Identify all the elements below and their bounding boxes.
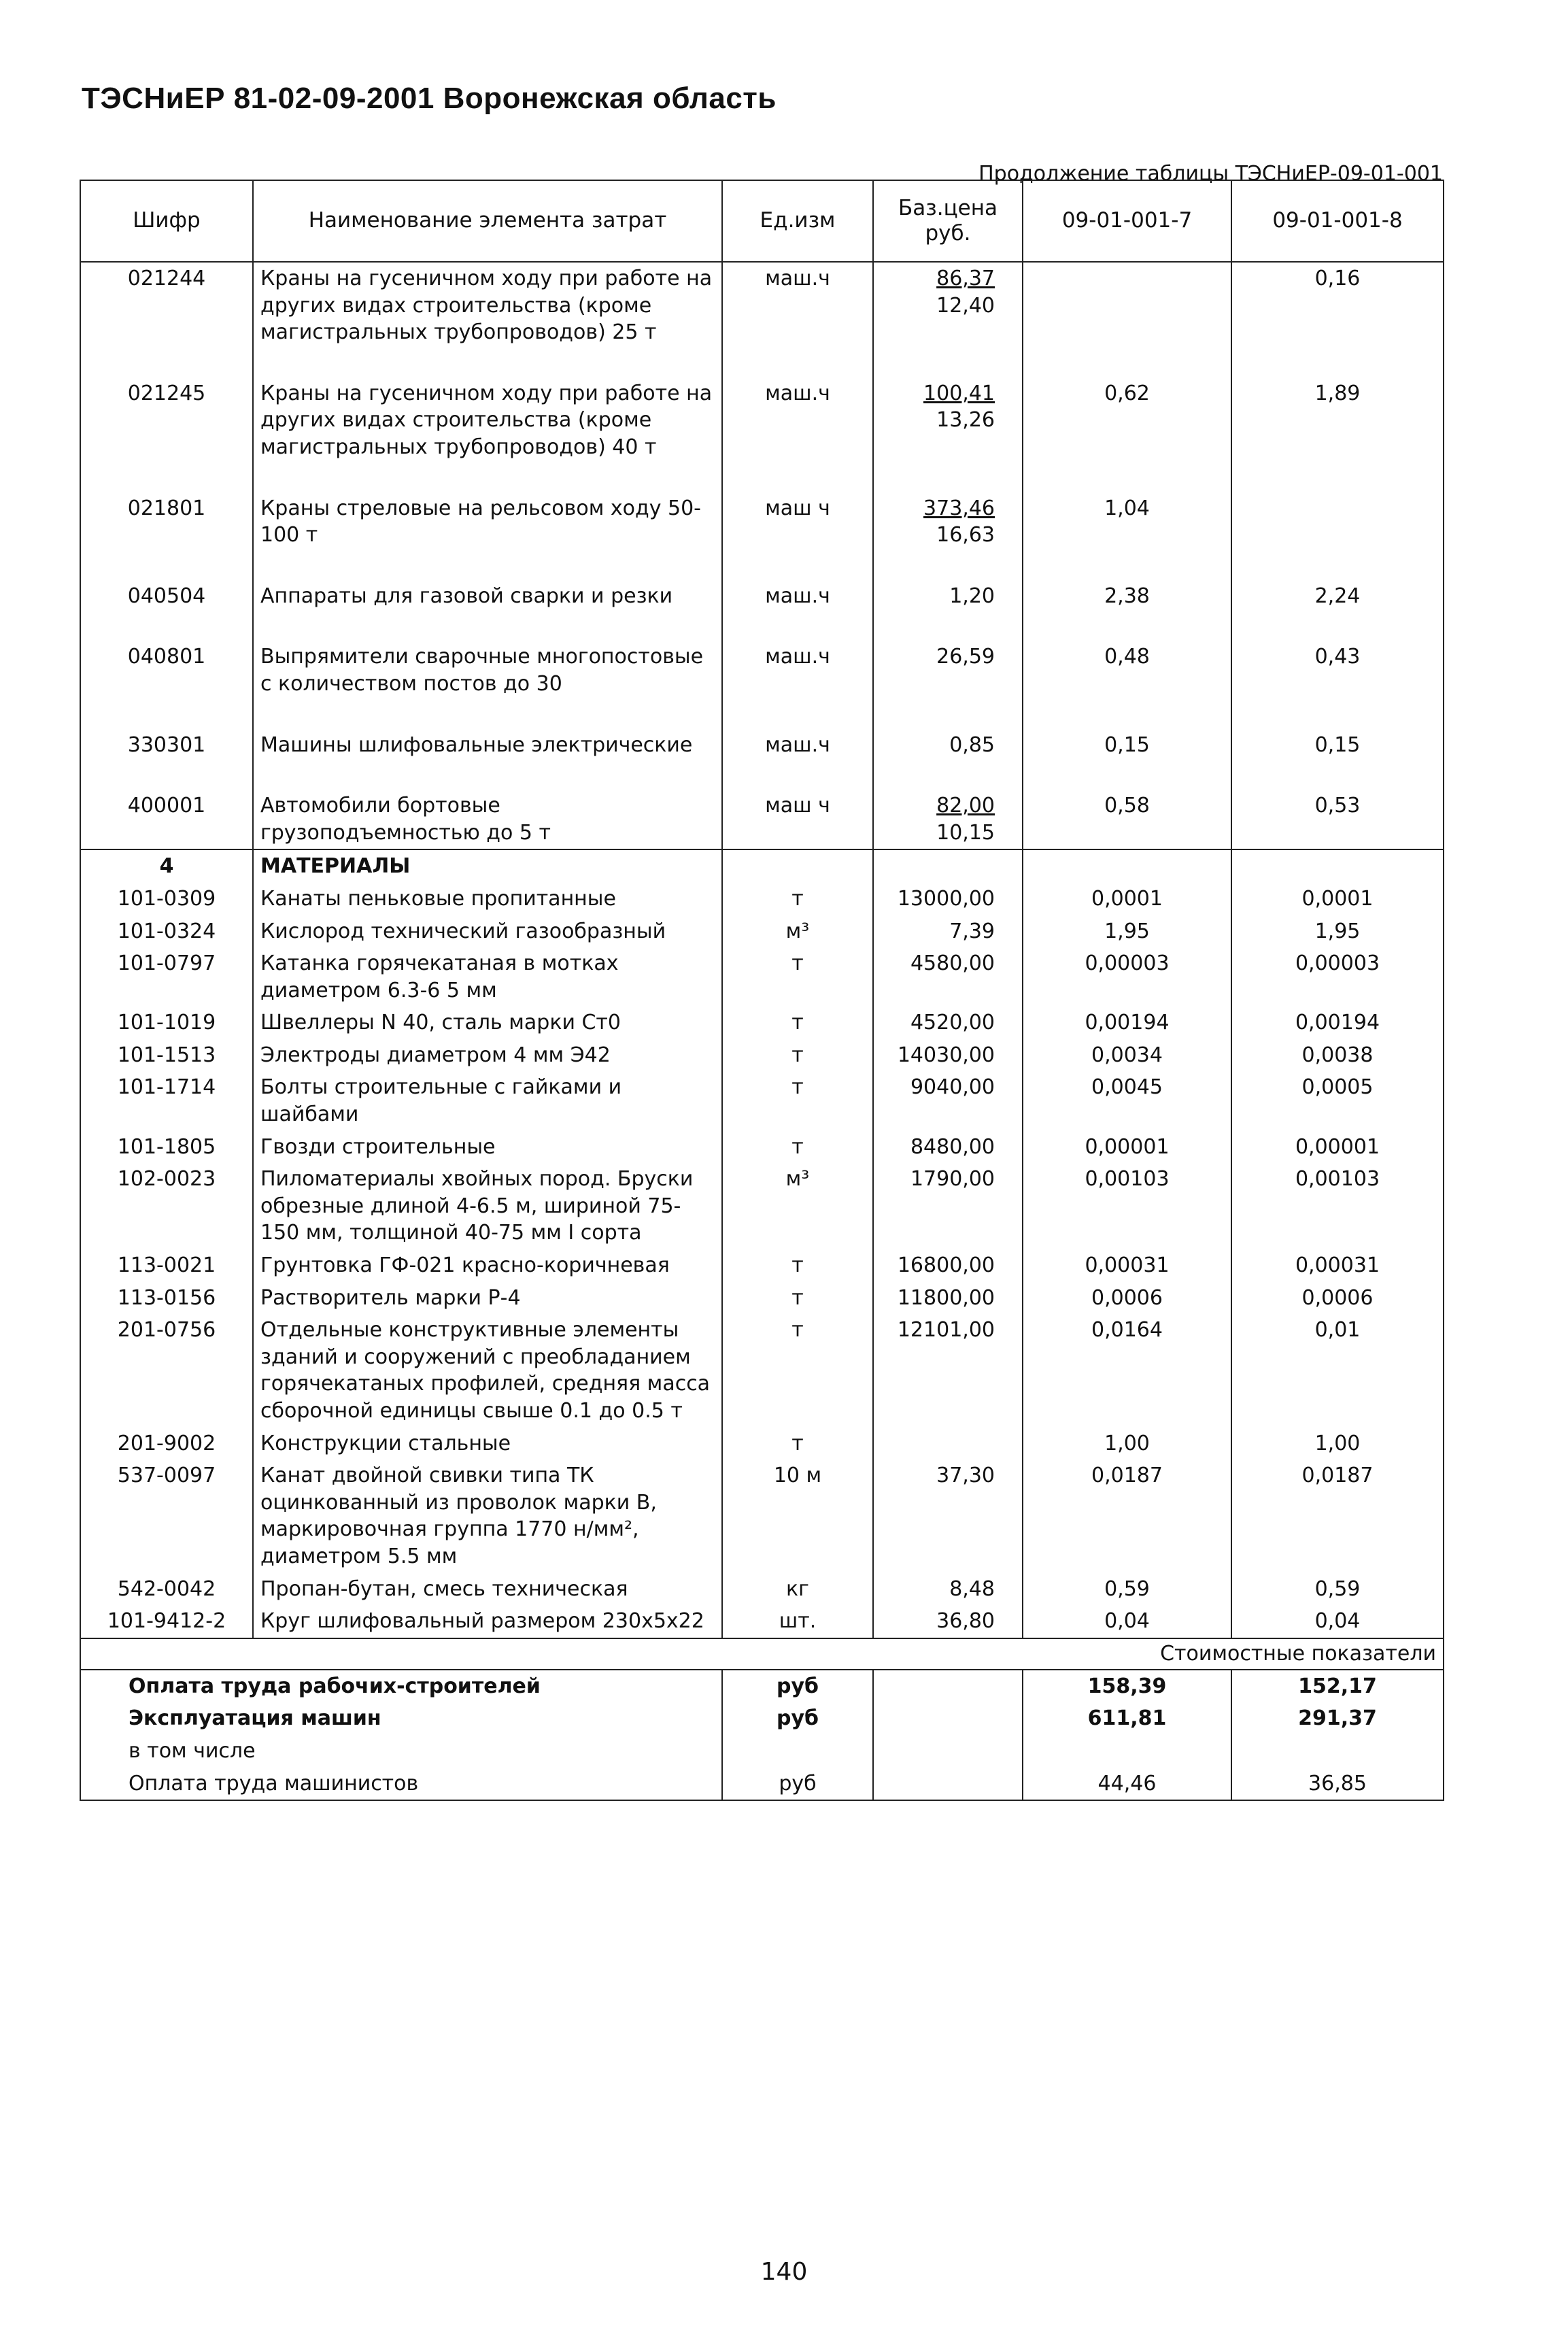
table-row bbox=[80, 1071, 1444, 1130]
summary-price-empty bbox=[873, 1768, 1023, 1801]
price-wage-value: 10,15 bbox=[936, 820, 995, 845]
table-row bbox=[80, 377, 1444, 464]
summary-row bbox=[80, 1702, 1444, 1735]
row-name: Краны на гусеничном ходу при работе на других видах строительства (кроме магистральных трубопроводов) 25 т bbox=[253, 262, 722, 349]
row-code: 040801 bbox=[80, 641, 253, 700]
row-unit: маш ч bbox=[722, 790, 873, 849]
row-name: Болты строительные с гайками и шайбами bbox=[253, 1071, 722, 1130]
row-norm-7: 0,00001 bbox=[1023, 1131, 1231, 1164]
spacer-cell bbox=[873, 349, 1023, 377]
row-unit: маш.ч bbox=[722, 580, 873, 613]
summary-norm-8 bbox=[1231, 1735, 1444, 1768]
row-unit: т bbox=[722, 1249, 873, 1282]
row-norm-8: 0,0038 bbox=[1231, 1039, 1444, 1072]
table-row bbox=[80, 262, 1444, 349]
row-name: Аппараты для газовой сварки и резки bbox=[253, 580, 722, 613]
row-price: 4520,00 bbox=[873, 1007, 1023, 1039]
row-price: 37,30 bbox=[873, 1460, 1023, 1572]
row-unit: т bbox=[722, 1428, 873, 1460]
row-price: 14030,00 bbox=[873, 1039, 1023, 1072]
section-row bbox=[80, 849, 1444, 883]
summary-unit bbox=[722, 1735, 873, 1768]
row-code: 101-0324 bbox=[80, 915, 253, 948]
price-wage-value: 16,63 bbox=[936, 523, 995, 547]
table-row bbox=[80, 1605, 1444, 1638]
row-code: 201-0756 bbox=[80, 1314, 253, 1427]
section-empty-cell bbox=[1023, 849, 1231, 883]
row-code: 101-9412-2 bbox=[80, 1605, 253, 1638]
row-norm-8: 0,0187 bbox=[1231, 1460, 1444, 1572]
table-header-row bbox=[80, 180, 1444, 262]
section-empty-cell bbox=[1231, 849, 1444, 883]
spacer-cell bbox=[1023, 552, 1231, 580]
row-norm-7: 0,0187 bbox=[1023, 1460, 1231, 1572]
row-code: 542-0042 bbox=[80, 1573, 253, 1606]
col-header-name: Наименование элемента затрат bbox=[253, 180, 722, 262]
document-title: ТЭСНиЕР 81-02-09-2001 Воронежская область bbox=[82, 82, 777, 115]
summary-label: Оплата труда машинистов bbox=[80, 1768, 722, 1801]
spacer-cell bbox=[1023, 761, 1231, 790]
row-norm-7: 0,0006 bbox=[1023, 1282, 1231, 1315]
spacer-row bbox=[80, 552, 1444, 580]
spacer-cell bbox=[873, 464, 1023, 492]
row-price: 1790,00 bbox=[873, 1163, 1023, 1249]
spacer-cell bbox=[253, 552, 722, 580]
row-price bbox=[873, 377, 1023, 464]
row-norm-8: 0,0001 bbox=[1231, 883, 1444, 915]
row-name: Катанка горячекатаная в мотках диаметром 6.3-6 5 мм bbox=[253, 947, 722, 1007]
row-code: 113-0156 bbox=[80, 1282, 253, 1315]
row-name: Краны стреловые на рельсовом ходу 50-100 т bbox=[253, 492, 722, 552]
row-unit: маш ч bbox=[722, 492, 873, 552]
row-norm-7: 1,95 bbox=[1023, 915, 1231, 948]
table-row bbox=[80, 1163, 1444, 1249]
row-norm-7: 1,00 bbox=[1023, 1428, 1231, 1460]
row-price bbox=[873, 641, 1023, 700]
row-name: Растворитель марки Р-4 bbox=[253, 1282, 722, 1315]
row-name: Круг шлифовальный размером 230х5х22 bbox=[253, 1605, 722, 1638]
spacer-row bbox=[80, 349, 1444, 377]
spacer-cell bbox=[80, 701, 253, 729]
row-name: Гвозди строительные bbox=[253, 1131, 722, 1164]
summary-norm-8: 36,85 bbox=[1231, 1768, 1444, 1801]
row-price: 36,80 bbox=[873, 1605, 1023, 1638]
row-norm-8: 0,0005 bbox=[1231, 1071, 1444, 1130]
price-value: 373,46 bbox=[923, 496, 995, 520]
spacer-cell bbox=[1231, 612, 1444, 641]
row-unit: маш.ч bbox=[722, 729, 873, 762]
row-unit: маш.ч bbox=[722, 641, 873, 700]
table-row bbox=[80, 641, 1444, 700]
row-norm-7: 0,00194 bbox=[1023, 1007, 1231, 1039]
row-unit: шт. bbox=[722, 1605, 873, 1638]
row-norm-8 bbox=[1231, 492, 1444, 552]
summary-norm-7 bbox=[1023, 1735, 1231, 1768]
summary-price-empty bbox=[873, 1670, 1023, 1703]
price-value: 86,37 bbox=[936, 267, 995, 290]
row-name: Отдельные конструктивные элементы зданий и сооружений с преобладанием горячекатаных профилей, средняя масса сборочной единицы свыше 0.1 до 0.5 т bbox=[253, 1314, 722, 1427]
spacer-cell bbox=[253, 464, 722, 492]
section-number: 4 bbox=[80, 849, 253, 883]
table-row bbox=[80, 1007, 1444, 1039]
section-empty-cell bbox=[873, 849, 1023, 883]
row-norm-8: 0,04 bbox=[1231, 1605, 1444, 1638]
row-name: Канат двойной свивки типа ТК оцинкованный из проволок марки В, маркировочная группа 1770 н/мм², диаметром 5.5 мм bbox=[253, 1460, 722, 1572]
row-norm-8: 0,00003 bbox=[1231, 947, 1444, 1007]
spacer-cell bbox=[80, 349, 253, 377]
row-unit: т bbox=[722, 1282, 873, 1315]
spacer-cell bbox=[722, 701, 873, 729]
spacer-cell bbox=[1023, 464, 1231, 492]
row-price bbox=[873, 492, 1023, 552]
row-code: 113-0021 bbox=[80, 1249, 253, 1282]
summary-norm-8: 152,17 bbox=[1231, 1670, 1444, 1703]
summary-row bbox=[80, 1670, 1444, 1703]
price-wage-value: 13,26 bbox=[936, 408, 995, 433]
spacer-row bbox=[80, 701, 1444, 729]
row-name: Автомобили бортовые грузоподъемностью до 5 т bbox=[253, 790, 722, 849]
row-norm-7: 0,00103 bbox=[1023, 1163, 1231, 1249]
row-unit: маш.ч bbox=[722, 262, 873, 349]
table-row bbox=[80, 1314, 1444, 1427]
spacer-cell bbox=[80, 612, 253, 641]
row-price: 12101,00 bbox=[873, 1314, 1023, 1427]
row-norm-8: 0,00001 bbox=[1231, 1131, 1444, 1164]
row-code: 101-0309 bbox=[80, 883, 253, 915]
row-price bbox=[873, 729, 1023, 762]
spacer-cell bbox=[873, 612, 1023, 641]
spacer-row bbox=[80, 464, 1444, 492]
row-code: 021245 bbox=[80, 377, 253, 464]
price-value: 100,41 bbox=[923, 381, 995, 405]
section-title: МАТЕРИАЛЫ bbox=[253, 849, 722, 883]
row-norm-8: 0,00103 bbox=[1231, 1163, 1444, 1249]
row-norm-7: 1,04 bbox=[1023, 492, 1231, 552]
summary-label: Эксплуатация машин bbox=[80, 1702, 722, 1735]
row-code: 101-1019 bbox=[80, 1007, 253, 1039]
spacer-cell bbox=[253, 349, 722, 377]
spacer-cell bbox=[1231, 761, 1444, 790]
cost-indicators-label: Стоимостные показатели bbox=[80, 1638, 1444, 1670]
row-price bbox=[873, 580, 1023, 613]
row-unit: м³ bbox=[722, 1163, 873, 1249]
row-norm-7: 0,0045 bbox=[1023, 1071, 1231, 1130]
row-unit: т bbox=[722, 1131, 873, 1164]
row-price bbox=[873, 1428, 1023, 1460]
table-row bbox=[80, 580, 1444, 613]
spacer-cell bbox=[80, 761, 253, 790]
row-price: 8,48 bbox=[873, 1573, 1023, 1606]
row-norm-7: 0,48 bbox=[1023, 641, 1231, 700]
spacer-cell bbox=[722, 552, 873, 580]
col-header-norm-8: 09-01-001-8 bbox=[1231, 180, 1444, 262]
spacer-cell bbox=[1023, 349, 1231, 377]
row-norm-8: 0,00194 bbox=[1231, 1007, 1444, 1039]
row-code: 021801 bbox=[80, 492, 253, 552]
table-row bbox=[80, 915, 1444, 948]
table-row bbox=[80, 1573, 1444, 1606]
summary-norm-7: 158,39 bbox=[1023, 1670, 1231, 1703]
spacer-cell bbox=[873, 761, 1023, 790]
summary-price-empty bbox=[873, 1735, 1023, 1768]
row-code: 330301 bbox=[80, 729, 253, 762]
row-code: 101-1805 bbox=[80, 1131, 253, 1164]
price-wage-value: 12,40 bbox=[936, 293, 995, 318]
row-norm-7: 0,59 bbox=[1023, 1573, 1231, 1606]
summary-label: в том числе bbox=[80, 1735, 722, 1768]
row-code: 102-0023 bbox=[80, 1163, 253, 1249]
summary-row bbox=[80, 1768, 1444, 1801]
price-value: 1,20 bbox=[949, 584, 995, 608]
row-unit: маш.ч bbox=[722, 377, 873, 464]
row-price: 11800,00 bbox=[873, 1282, 1023, 1315]
row-name: Машины шлифовальные электрические bbox=[253, 729, 722, 762]
spacer-cell bbox=[1023, 701, 1231, 729]
row-code: 101-1513 bbox=[80, 1039, 253, 1072]
col-header-code: Шифр bbox=[80, 180, 253, 262]
col-header-norm-7: 09-01-001-7 bbox=[1023, 180, 1231, 262]
row-norm-8: 1,89 bbox=[1231, 377, 1444, 464]
row-price: 13000,00 bbox=[873, 883, 1023, 915]
price-value: 82,00 bbox=[936, 794, 995, 818]
col-header-unit: Ед.изм bbox=[722, 180, 873, 262]
row-price bbox=[873, 262, 1023, 349]
row-norm-7: 0,62 bbox=[1023, 377, 1231, 464]
row-code: 537-0097 bbox=[80, 1460, 253, 1572]
table-row bbox=[80, 790, 1444, 849]
price-value: 0,85 bbox=[949, 732, 995, 757]
spacer-cell bbox=[722, 464, 873, 492]
page-number: 140 bbox=[760, 2258, 808, 2286]
spacer-cell bbox=[722, 761, 873, 790]
row-unit: т bbox=[722, 1314, 873, 1427]
spacer-cell bbox=[253, 612, 722, 641]
row-norm-7: 0,0164 bbox=[1023, 1314, 1231, 1427]
row-name: Канаты пеньковые пропитанные bbox=[253, 883, 722, 915]
row-norm-7: 0,0001 bbox=[1023, 883, 1231, 915]
row-code: 101-1714 bbox=[80, 1071, 253, 1130]
row-norm-7 bbox=[1023, 262, 1231, 349]
table-row bbox=[80, 1282, 1444, 1315]
table-row bbox=[80, 492, 1444, 552]
row-price: 16800,00 bbox=[873, 1249, 1023, 1282]
table-row bbox=[80, 729, 1444, 762]
row-name: Краны на гусеничном ходу при работе на других видах строительства (кроме магистральных трубопроводов) 40 т bbox=[253, 377, 722, 464]
spacer-cell bbox=[1231, 701, 1444, 729]
row-name: Пропан-бутан, смесь техническая bbox=[253, 1573, 722, 1606]
row-price: 7,39 bbox=[873, 915, 1023, 948]
row-unit: м³ bbox=[722, 915, 873, 948]
row-code: 021244 bbox=[80, 262, 253, 349]
spacer-row bbox=[80, 761, 1444, 790]
row-norm-7: 0,00003 bbox=[1023, 947, 1231, 1007]
row-price: 8480,00 bbox=[873, 1131, 1023, 1164]
row-name: Конструкции стальные bbox=[253, 1428, 722, 1460]
spacer-cell bbox=[80, 552, 253, 580]
row-norm-7: 2,38 bbox=[1023, 580, 1231, 613]
table-row bbox=[80, 1249, 1444, 1282]
row-norm-8: 2,24 bbox=[1231, 580, 1444, 613]
row-unit: т bbox=[722, 1007, 873, 1039]
row-unit: 10 м bbox=[722, 1460, 873, 1572]
spacer-cell bbox=[253, 701, 722, 729]
spacer-cell bbox=[873, 701, 1023, 729]
row-code: 400001 bbox=[80, 790, 253, 849]
row-code: 201-9002 bbox=[80, 1428, 253, 1460]
price-value: 26,59 bbox=[936, 645, 995, 669]
row-name: Пиломатериалы хвойных пород. Бруски обрезные длиной 4-6.5 м, шириной 75-150 мм, толщиной 40-75 мм I сорта bbox=[253, 1163, 722, 1249]
row-price bbox=[873, 790, 1023, 849]
cost-indicators-row bbox=[80, 1638, 1444, 1670]
row-norm-7: 0,0034 bbox=[1023, 1039, 1231, 1072]
row-norm-7: 0,00031 bbox=[1023, 1249, 1231, 1282]
summary-unit: руб bbox=[722, 1670, 873, 1703]
spacer-cell bbox=[873, 552, 1023, 580]
table-row bbox=[80, 1460, 1444, 1572]
row-code: 101-0797 bbox=[80, 947, 253, 1007]
row-name: Электроды диаметром 4 мм Э42 bbox=[253, 1039, 722, 1072]
summary-unit: руб bbox=[722, 1768, 873, 1801]
row-norm-8: 1,95 bbox=[1231, 915, 1444, 948]
spacer-cell bbox=[80, 464, 253, 492]
row-norm-8: 0,15 bbox=[1231, 729, 1444, 762]
row-norm-8: 0,00031 bbox=[1231, 1249, 1444, 1282]
col-header-price: Баз.цена руб. bbox=[873, 180, 1023, 262]
table-row bbox=[80, 1131, 1444, 1164]
row-name: Грунтовка ГФ-021 красно-коричневая bbox=[253, 1249, 722, 1282]
summary-unit: руб bbox=[722, 1702, 873, 1735]
spacer-cell bbox=[1231, 552, 1444, 580]
row-norm-8: 0,16 bbox=[1231, 262, 1444, 349]
table-caption: Продолжение таблицы ТЭСНиЕР-09-01-001 bbox=[978, 162, 1443, 186]
table-row bbox=[80, 1039, 1444, 1072]
row-norm-7: 0,15 bbox=[1023, 729, 1231, 762]
spacer-cell bbox=[1231, 349, 1444, 377]
spacer-cell bbox=[722, 612, 873, 641]
table-row bbox=[80, 1428, 1444, 1460]
row-norm-8: 0,43 bbox=[1231, 641, 1444, 700]
row-unit: т bbox=[722, 1039, 873, 1072]
spacer-row bbox=[80, 612, 1444, 641]
row-name: Выпрямители сварочные многопостовые с количеством постов до 30 bbox=[253, 641, 722, 700]
summary-label: Оплата труда рабочих-строителей bbox=[80, 1670, 722, 1703]
row-unit: т bbox=[722, 1071, 873, 1130]
section-empty-cell bbox=[722, 849, 873, 883]
row-unit: т bbox=[722, 947, 873, 1007]
row-norm-7: 0,04 bbox=[1023, 1605, 1231, 1638]
spacer-cell bbox=[722, 349, 873, 377]
row-unit: кг bbox=[722, 1573, 873, 1606]
row-norm-7: 0,58 bbox=[1023, 790, 1231, 849]
row-norm-8: 0,59 bbox=[1231, 1573, 1444, 1606]
row-code: 040504 bbox=[80, 580, 253, 613]
table-row bbox=[80, 947, 1444, 1007]
spacer-cell bbox=[1023, 612, 1231, 641]
spacer-cell bbox=[1231, 464, 1444, 492]
row-name: Швеллеры N 40, сталь марки Ст0 bbox=[253, 1007, 722, 1039]
summary-norm-7: 44,46 bbox=[1023, 1768, 1231, 1801]
norms-table bbox=[80, 180, 1444, 1801]
row-unit: т bbox=[722, 883, 873, 915]
summary-row bbox=[80, 1735, 1444, 1768]
row-norm-8: 0,01 bbox=[1231, 1314, 1444, 1427]
summary-norm-7: 611,81 bbox=[1023, 1702, 1231, 1735]
row-norm-8: 1,00 bbox=[1231, 1428, 1444, 1460]
row-norm-8: 0,0006 bbox=[1231, 1282, 1444, 1315]
summary-price-empty bbox=[873, 1702, 1023, 1735]
spacer-cell bbox=[253, 761, 722, 790]
row-price: 4580,00 bbox=[873, 947, 1023, 1007]
table-row bbox=[80, 883, 1444, 915]
summary-norm-8: 291,37 bbox=[1231, 1702, 1444, 1735]
row-norm-8: 0,53 bbox=[1231, 790, 1444, 849]
row-name: Кислород технический газообразный bbox=[253, 915, 722, 948]
row-price: 9040,00 bbox=[873, 1071, 1023, 1130]
